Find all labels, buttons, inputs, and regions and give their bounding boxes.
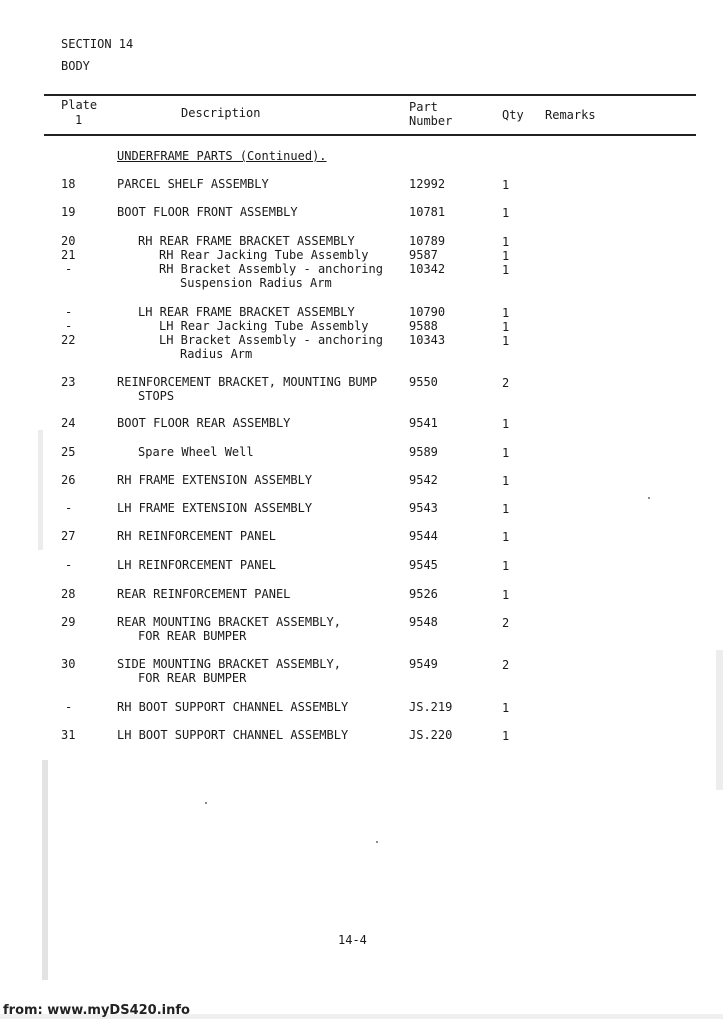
- col-header-qty: Qty: [502, 108, 524, 122]
- row-plate: 21: [61, 248, 76, 262]
- row-qty: 1: [502, 446, 510, 460]
- row-plate: 20: [61, 234, 76, 248]
- row-qty: 1: [502, 502, 510, 516]
- row-part-number: 9587: [409, 248, 438, 262]
- row-description: LH BOOT SUPPORT CHANNEL ASSEMBLY: [117, 728, 349, 742]
- col-header-plate-number: 1: [75, 113, 83, 127]
- row-description: BOOT FLOOR REAR ASSEMBLY: [117, 416, 291, 430]
- row-part-number: 9543: [409, 501, 438, 515]
- footer-source: from: www.myDS420.info: [3, 1003, 190, 1018]
- scan-edge-shadow: [42, 760, 48, 980]
- table-top-rule: [44, 94, 696, 96]
- row-plate: 18: [61, 177, 76, 191]
- row-description: STOPS: [138, 389, 175, 403]
- row-plate: 27: [61, 529, 76, 543]
- row-plate: 25: [61, 445, 76, 459]
- row-plate: 28: [61, 587, 76, 601]
- row-plate: 30: [61, 657, 76, 671]
- section-subtitle: BODY: [61, 59, 90, 73]
- row-qty: 1: [502, 559, 510, 573]
- row-qty: 1: [502, 474, 510, 488]
- row-qty: 1: [502, 588, 510, 602]
- row-description: Radius Arm: [180, 347, 253, 361]
- scan-edge-shadow: [716, 650, 723, 790]
- page-number: 14-4: [338, 933, 367, 947]
- row-description: SIDE MOUNTING BRACKET ASSEMBLY,: [117, 657, 341, 671]
- row-plate: 19: [61, 205, 76, 219]
- row-description: RH REAR FRAME BRACKET ASSEMBLY: [138, 234, 355, 248]
- scan-speck: [648, 497, 650, 499]
- row-plate: -: [65, 262, 73, 276]
- row-part-number: JS.220: [409, 728, 453, 742]
- row-description: RH REINFORCEMENT PANEL: [117, 529, 276, 543]
- row-part-number: 9549: [409, 657, 438, 671]
- row-qty: 1: [502, 263, 510, 277]
- row-part-number: 9550: [409, 375, 438, 389]
- section-title: SECTION 14: [61, 37, 134, 51]
- row-plate: -: [65, 501, 73, 515]
- row-plate: 31: [61, 728, 76, 742]
- row-qty: 1: [502, 334, 510, 348]
- row-qty: 1: [502, 320, 510, 334]
- col-header-part: Part: [409, 100, 438, 114]
- row-description: REAR REINFORCEMENT PANEL: [117, 587, 291, 601]
- row-plate: -: [65, 319, 73, 333]
- row-description: LH REAR FRAME BRACKET ASSEMBLY: [138, 305, 355, 319]
- row-part-number: 9588: [409, 319, 438, 333]
- group-heading: UNDERFRAME PARTS (Continued).: [117, 149, 327, 163]
- row-plate: -: [65, 700, 73, 714]
- row-qty: 1: [502, 235, 510, 249]
- row-description: RH Rear Jacking Tube Assembly: [159, 248, 369, 262]
- row-qty: 1: [502, 206, 510, 220]
- row-description: Suspension Radius Arm: [180, 276, 332, 290]
- row-description: PARCEL SHELF ASSEMBLY: [117, 177, 269, 191]
- row-part-number: 9542: [409, 473, 438, 487]
- row-qty: 1: [502, 530, 510, 544]
- row-part-number: 10789: [409, 234, 446, 248]
- row-qty: 1: [502, 306, 510, 320]
- row-description: LH FRAME EXTENSION ASSEMBLY: [117, 501, 313, 515]
- row-plate: 23: [61, 375, 76, 389]
- row-part-number: 10343: [409, 333, 446, 347]
- row-description: LH Rear Jacking Tube Assembly: [159, 319, 369, 333]
- row-part-number: 12992: [409, 177, 446, 191]
- row-description: FOR REAR BUMPER: [138, 671, 247, 685]
- row-description: BOOT FLOOR FRONT ASSEMBLY: [117, 205, 298, 219]
- row-description: FOR REAR BUMPER: [138, 629, 247, 643]
- row-part-number: 10790: [409, 305, 446, 319]
- row-description: Spare Wheel Well: [138, 445, 254, 459]
- row-part-number: 9589: [409, 445, 438, 459]
- table-header-rule: [44, 134, 696, 136]
- row-part-number: 9548: [409, 615, 438, 629]
- row-description: LH Bracket Assembly - anchoring: [159, 333, 383, 347]
- col-header-part-number: Number: [409, 114, 453, 128]
- row-description: LH REINFORCEMENT PANEL: [117, 558, 276, 572]
- col-header-description: Description: [181, 106, 261, 120]
- row-qty: 1: [502, 701, 510, 715]
- row-description: RH BOOT SUPPORT CHANNEL ASSEMBLY: [117, 700, 349, 714]
- row-plate: 22: [61, 333, 76, 347]
- row-plate: 29: [61, 615, 76, 629]
- row-description: REAR MOUNTING BRACKET ASSEMBLY,: [117, 615, 341, 629]
- row-qty: 1: [502, 178, 510, 192]
- row-part-number: JS.219: [409, 700, 453, 714]
- row-description: REINFORCEMENT BRACKET, MOUNTING BUMP: [117, 375, 378, 389]
- row-plate: -: [65, 558, 73, 572]
- row-plate: -: [65, 305, 73, 319]
- row-qty: 1: [502, 729, 510, 743]
- scan-speck: [205, 802, 207, 804]
- row-part-number: 9541: [409, 416, 438, 430]
- scan-speck: [376, 841, 378, 843]
- col-header-plate: Plate: [61, 98, 98, 112]
- row-qty: 1: [502, 417, 510, 431]
- row-description: RH FRAME EXTENSION ASSEMBLY: [117, 473, 313, 487]
- row-part-number: 10342: [409, 262, 446, 276]
- row-part-number: 10781: [409, 205, 446, 219]
- row-part-number: 9545: [409, 558, 438, 572]
- row-part-number: 9526: [409, 587, 438, 601]
- row-description: RH Bracket Assembly - anchoring: [159, 262, 383, 276]
- row-qty: 2: [502, 658, 510, 672]
- row-qty: 1: [502, 249, 510, 263]
- row-plate: 26: [61, 473, 76, 487]
- row-part-number: 9544: [409, 529, 438, 543]
- row-qty: 2: [502, 376, 510, 390]
- row-qty: 2: [502, 616, 510, 630]
- row-plate: 24: [61, 416, 76, 430]
- col-header-remarks: Remarks: [545, 108, 596, 122]
- scan-edge-shadow: [38, 430, 43, 550]
